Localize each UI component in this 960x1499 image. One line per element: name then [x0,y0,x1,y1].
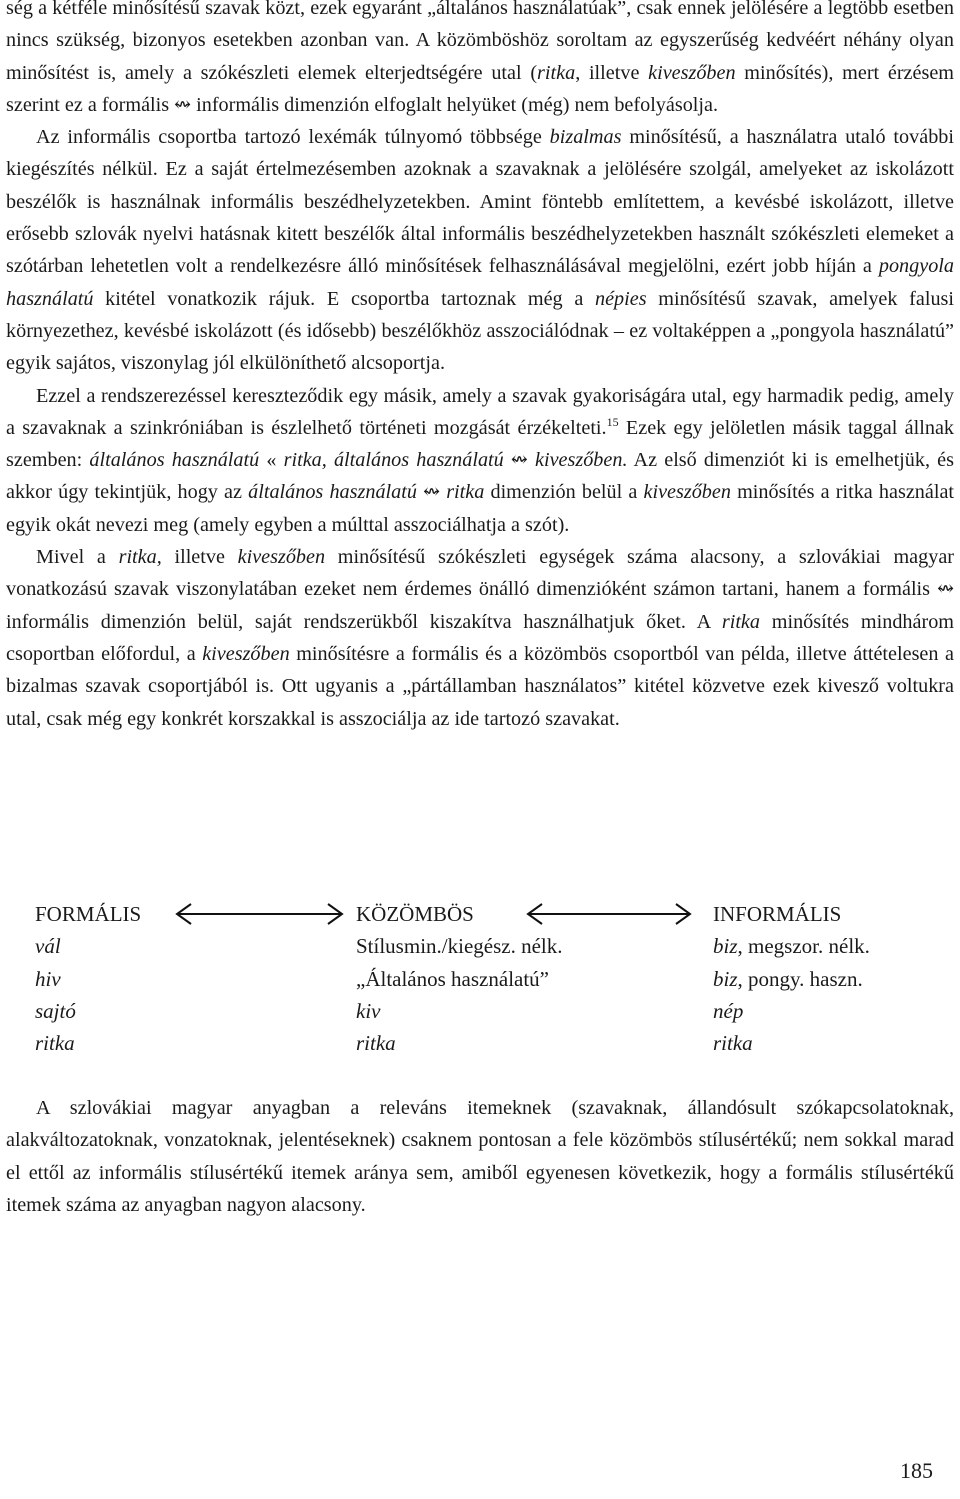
column-item: Stílusmin./kiegész. nélk. [356,934,563,959]
style-dimension-diagram [6,898,954,1068]
text-run: pongyola használatú [6,255,954,310]
double-arrow-icon [173,902,346,926]
text-run: kitétel vonatkozik rájuk. E csoportba tartoznak még a [93,287,595,310]
paragraph [6,541,954,735]
text-run: ritka, általános használatú [283,449,504,472]
text-run: ritka [537,61,576,84]
text-run: kiveszőben [648,61,736,84]
text-run: , illetve [575,61,649,84]
text-run: kiveszőben [202,642,290,665]
text-run: kiveszőben [643,481,731,504]
text-run: minősítés mindhárom csoportban előfordul, a [6,610,954,665]
text-run: Az informális csoportba tartozó lexémák túlnyomó többsége [36,126,550,149]
column-informal [713,898,870,1059]
text-run: minősítés), mert érzésem szerint ez a formális ↭ informális dimenzión elfoglalt helyüket (még) nem befolyásolja. [6,61,954,116]
text-run: kiveszőben. [535,449,628,472]
column-item: biz, megszor. nélk. [713,934,870,959]
text-run: kiveszőben [237,546,326,569]
paragraph [6,380,954,541]
text-run: népies [595,287,647,310]
page-number: 185 [900,1458,933,1483]
text-run: illetve [161,546,238,569]
text-run: ↭ [416,481,447,504]
column-header: FORMÁLIS [35,902,142,926]
text-run: Ezek egy jelöletlen másik taggal állnak szemben: [6,416,954,472]
column-header: INFORMÁLIS [713,902,842,926]
text-run: dimenzión belül a [484,481,644,504]
text-run: ritka [721,610,760,633]
column-item: „Általános használatú” [356,966,549,991]
text-run: általános használatú [248,481,417,504]
column-item: nép [713,998,744,1023]
column-item: vál [35,934,61,959]
paragraph: A szlovákiai magyar anyagban a releváns itemeknek (szavaknak, állandósult szókapcsolatoknak, alakváltozatoknak, vonzatoknak, jelentéseknek) csaknem pontosan a fele közömbös stílusértékű; nem sokkal marad el ettől az informális stílusértékű itemek aránya sem, amiből egyenesen következik, hogy a formális stílusértékű itemek száma az anyagban nagyon alacsony. [6,1097,954,1216]
column-neutral [356,898,562,1059]
body-text [6,0,954,735]
text-run: Ezzel a rendszerezéssel kereszteződik egy másik, amely a szavak gyakoriságára utal, egy harmadik pedig, amely a szavaknak a szinkróniában is észlelhető történeti mozgását érzékelteti. [6,384,954,439]
text-run: minősítés a ritka használat egyik okát nevezi meg (amely egyben a múlttal asszociálhatja a szót). [6,481,955,536]
text-run: minősítésű, a használatra utaló további kiegészítés nélkül. Ez a saját értelmezésemben azoknak a szavaknak a jelölésére szolgál, amelyeket az iskolázott beszélők is használnak informális beszédhelyzetekben. Amint föntebb említettem, a kevésbé iskolázott, illetve erősebb szlovák nyelvi hatásnak kitett beszélők által informális beszédhelyzetekben használt szókészleti elemeket a szótárban lehetetlen volt a rendelkezésre álló minősítések felhasználásával megjelölni, ezért jobb híján a [6,126,954,278]
column-item: ritka [35,1031,75,1056]
text-run: Az első dimenziót ki is emelhetjük, és akkor úgy tekintjük, hogy az [6,449,954,504]
column-item: sajtó [35,998,76,1023]
text-run: minősítésre a formális és a közömbös csoportból van példa, illetve áttételesen a bizalmas szavak csoportjából is. Ott ugyanis a „pártállamban használatos” kitétel közvetve ezek kivesző voltukra utal, csak még egy konkrét korszakkal is asszociálja az ide tartozó szavakat. [6,642,954,730]
closing-paragraph [6,1092,954,1221]
column-formal [35,898,141,1059]
column-item: ritka [356,1031,396,1056]
text-run: ↭ [503,449,535,472]
text-run: ség a kétféle minősítésű szavak közt, ezek egyaránt „általános használatúak”, csak ennek jelölésére a legtöbb esetben nincs szükség, bizonyos esetekben azonban van. A közömböshöz soroltam az egyszerűség kedvéért néhány olyan minősítést is, amely a szókészleti elemek elterjedtségére utal ( [6,0,954,84]
column-item: ritka [713,1031,753,1056]
column-item: biz, pongy. haszn. [713,966,863,991]
page [6,0,955,1216]
column-header: KÖZÖMBÖS [356,902,474,926]
paragraph [6,121,954,379]
text-run: « [259,449,284,472]
text-run: minősítésű szókészleti egységek száma alacsony, a szlovákiai magyar vonatkozású szavak viszonylatában ezeket nem érdemes önálló dimenzióként számon tartani, hanem a formális ↭ informális dimenzión belül, saját rendszerükből kiszakítva használhatjuk őket. A [6,546,954,633]
text-run: ritka [446,481,485,504]
column-item: kiv [356,998,381,1023]
text-run: minősítésű szavak, amelyek falusi környezethez, kevésbé iskolázott (és idősebb) beszélőkhöz asszociálódnak – ez voltaképpen a „pongyola használatú” egyik sajátos, viszonylag jól elkülöníthető alcsoportja. [6,287,955,375]
text-run: Mivel a [36,546,119,569]
text-run: ritka, [118,546,162,569]
footnote-ref: 15 [606,414,619,429]
paragraph [6,0,954,121]
text-run: bizalmas [549,126,622,149]
column-item: hiv [35,966,61,991]
text-run: általános használatú [89,449,260,472]
